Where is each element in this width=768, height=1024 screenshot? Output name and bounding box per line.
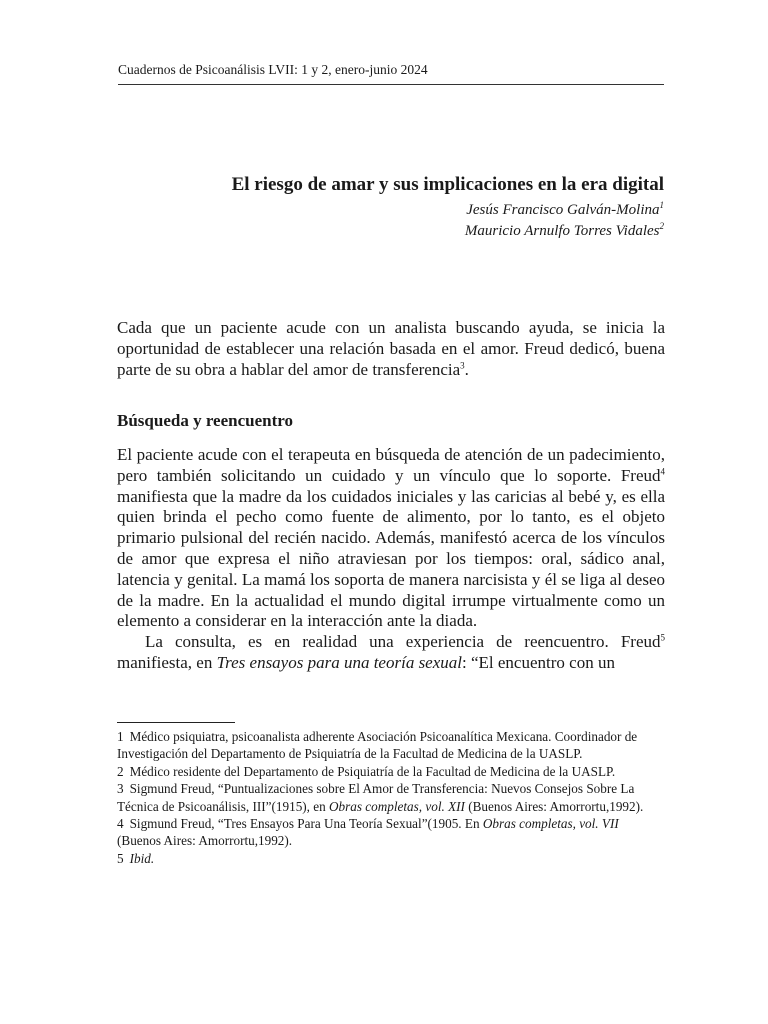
footnote-number: 5	[117, 850, 124, 866]
paragraph-text: : “El encuentro con un	[462, 652, 615, 672]
intro-paragraph	[117, 318, 665, 380]
paragraph-text: manifiesta que la madre da los cuidados iniciales y las caricias al bebé y, es ella quien brinda el pecho como fuente de alimento, por lo tanto, es el objeto primario pulsional del recién nacido. Además, manifestó acerca de los vínculos de amor que expresa el niño atraviesan por los tiempos: oral, sádico anal, latencia y genital. La mamá los soporta de manera narcisista y él se liga al deseo de la madre. En la actualidad el mundo digital irrumpe virtualmente como un elemento a considerar en la interacción ante la diada.	[117, 486, 665, 631]
footnote-ref[interactable]: 3	[460, 359, 465, 370]
paragraph-text: La consulta, es en realidad una experiencia de reencuentro. Freud	[145, 632, 661, 652]
paragraph	[117, 632, 665, 674]
running-head: Cuadernos de Psicoanálisis LVII: 1 y 2, enero-junio 2024	[118, 62, 664, 85]
footnote-number: 1	[117, 729, 124, 744]
footnote-text: Médico psiquiatra, psicoanalista adherente Asociación Psicoanalítica Mexicana. Coordinador de Investigación del Departamento de Psiquiatría de la Facultad de Medicina de la UASLP.	[117, 729, 638, 762]
footnote-3	[117, 780, 665, 815]
intro-text: Cada que un paciente acude con un analista buscando ayuda, se inicia la oportunidad de establecer una relación basada en el amor. Freud dedicó, buena parte de su obra a hablar del amor de transferencia	[117, 318, 665, 379]
author-name: Jesús Francisco Galván-Molina	[466, 202, 660, 218]
main-text	[117, 445, 665, 674]
footnote-text: (Buenos Aires: Amorrortu,1992).	[117, 833, 293, 849]
footnote-separator	[117, 722, 235, 723]
author-name: Mauricio Arnulfo Torres Vidales	[464, 223, 660, 239]
author-footnote-ref[interactable]: 2	[659, 221, 664, 231]
footnotes	[117, 728, 665, 867]
footnote-text: Médico residente del Departamento de Psiquiatría de la Facultad de Medicina de la UASLP.	[129, 763, 616, 779]
footnote-text: (Buenos Aires: Amorrortu,1992).	[464, 798, 644, 814]
footnote-1	[117, 728, 665, 763]
section-heading: Búsqueda y reencuentro	[117, 411, 294, 430]
book-title: Tres ensayos para una teoría sexual	[216, 652, 462, 672]
footnote-number: 3	[117, 781, 124, 797]
title-block	[232, 174, 664, 242]
footnote-4	[117, 815, 665, 850]
paragraph-text: manifiesta, en	[117, 652, 217, 672]
paragraph	[117, 445, 665, 632]
article-title: El riesgo de amar y sus implicaciones en la era digital	[231, 174, 664, 195]
footnote-text: Sigmund Freud, “Tres Ensayos Para Una Teoría Sexual”(1905. En	[129, 816, 483, 832]
paragraph-text: El paciente acude con el terapeuta en búsqueda de atención de un padecimiento, pero también solicitando un cuidado y un vínculo que lo soporte. Freud	[117, 445, 665, 485]
author-footnote-ref[interactable]: 1	[659, 200, 664, 210]
footnote-ref[interactable]: 5	[660, 632, 665, 643]
footnote-ref[interactable]: 4	[660, 466, 665, 477]
footnote-number: 2	[117, 763, 124, 779]
footnote-italic: Obras completas, vol. VII	[482, 816, 619, 832]
footnote-2	[117, 763, 665, 780]
footnote-5	[117, 850, 665, 867]
footnote-number: 4	[117, 816, 124, 832]
author-2	[232, 221, 664, 242]
footnote-text: Sigmund Freud, “Puntualizaciones sobre El Amor de Transferencia: Nuevos Consejos Sobre La Técnica de Psicoanálisis, III”(1915), en	[117, 781, 635, 814]
author-1	[232, 200, 664, 221]
footnote-italic: Ibid.	[129, 850, 155, 866]
footnote-italic: Obras completas, vol. XII	[329, 798, 465, 814]
intro-end: .	[464, 359, 469, 379]
